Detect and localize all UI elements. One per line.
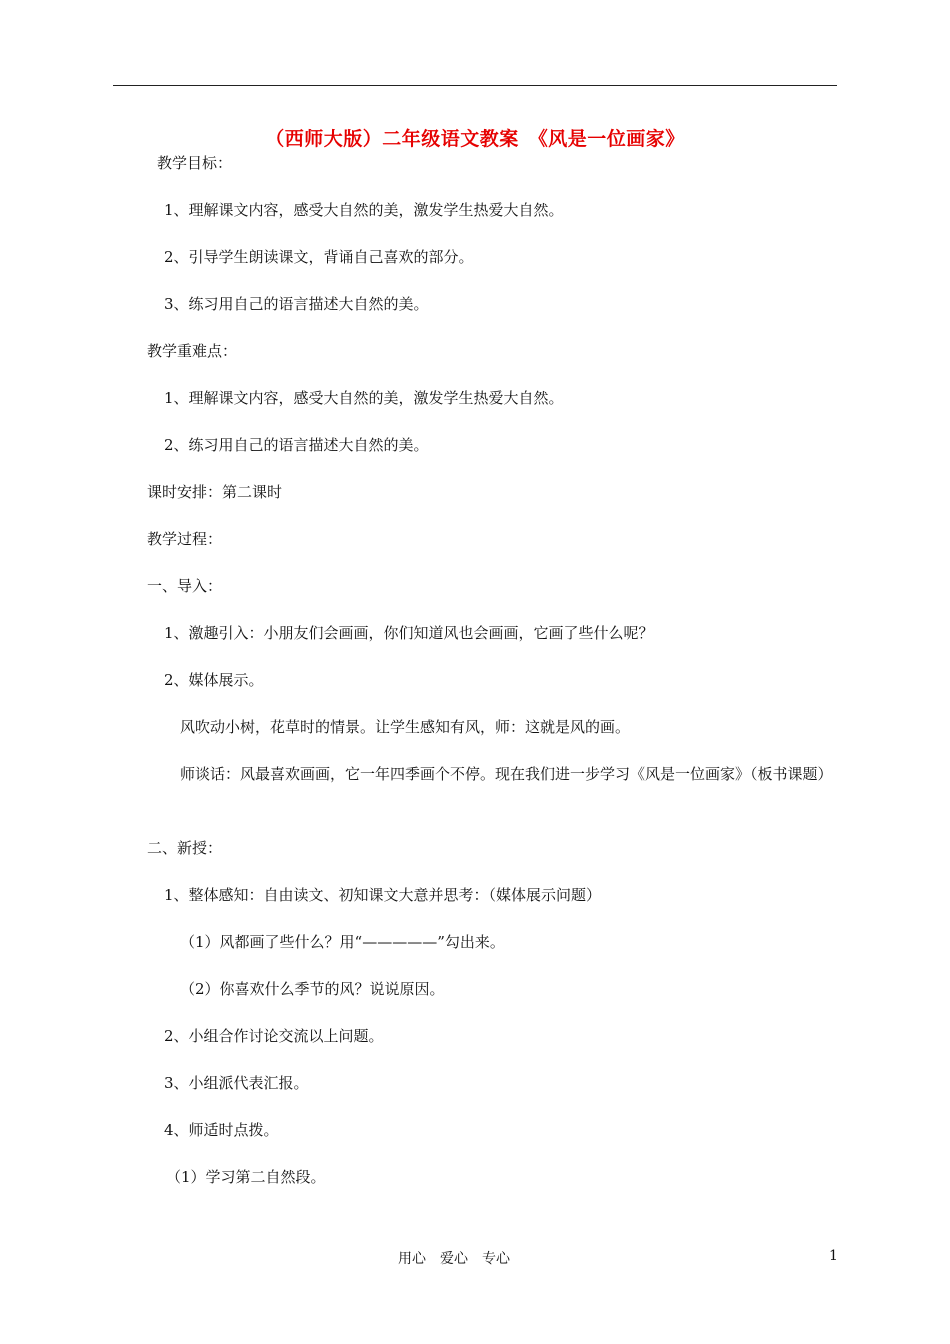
step-heading-intro: 一、导入： xyxy=(147,577,223,595)
intro-item-1: 1、激趣引入：小朋友们会画画，你们知道风也会画画，它画了些什么呢？ xyxy=(164,624,654,642)
key-point-item-1: 1、理解课文内容，感受大自然的美，激发学生热爱大自然。 xyxy=(164,389,564,407)
objective-item-2: 2、引导学生朗读课文，背诵自己喜欢的部分。 xyxy=(164,248,474,266)
schedule-line: 课时安排：第二课时 xyxy=(147,483,283,501)
new-lesson-item-3: 3、小组派代表汇报。 xyxy=(164,1074,309,1092)
objective-item-1: 1、理解课文内容，感受大自然的美，激发学生热爱大自然。 xyxy=(164,201,564,219)
key-point-item-2: 2、练习用自己的语言描述大自然的美。 xyxy=(164,436,429,454)
intro-description: 风吹动小树，花草时的情景。让学生感知有风，师：这就是风的画。 xyxy=(180,718,631,736)
page-number: 1 xyxy=(829,1248,838,1264)
step-heading-new-lesson: 二、新授： xyxy=(147,839,223,857)
footer-motto: 用心 爱心 专心 xyxy=(398,1251,510,1267)
new-lesson-item-1: 1、整体感知：自由读文、初知课文大意并思考：（媒体展示问题） xyxy=(164,886,602,904)
section-heading-key-points: 教学重难点： xyxy=(147,342,238,360)
teacher-talk-paragraph: 师谈话：风最喜欢画画，它一年四季画个不停。现在我们进一步学习《风是一位画家》（板书课题） xyxy=(180,765,833,783)
new-lesson-item-4: 4、师适时点拨。 xyxy=(164,1121,279,1139)
section-heading-process: 教学过程： xyxy=(147,530,223,548)
header-rule xyxy=(113,85,837,86)
intro-item-2: 2、媒体展示。 xyxy=(164,671,264,689)
question-2: （2）你喜欢什么季节的风？说说原因。 xyxy=(180,980,445,998)
document-title: （西师大版）二年级语文教案 《风是一位画家》 xyxy=(265,128,685,150)
objective-item-3: 3、练习用自己的语言描述大自然的美。 xyxy=(164,295,429,313)
section-heading-objectives: 教学目标： xyxy=(157,154,233,172)
sub-item-1: （1）学习第二自然段。 xyxy=(166,1168,326,1186)
new-lesson-item-2: 2、小组合作讨论交流以上问题。 xyxy=(164,1027,384,1045)
question-1: （1）风都画了些什么？用“—————”勾出来。 xyxy=(180,933,505,951)
